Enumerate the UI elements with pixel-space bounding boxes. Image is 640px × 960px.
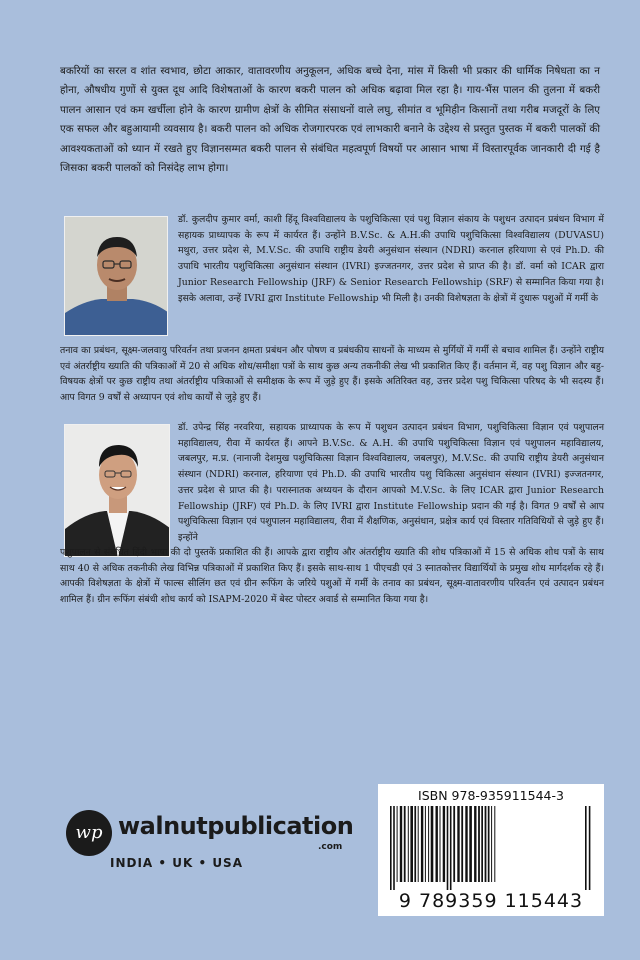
barcode-bar [474,806,476,882]
barcode-bar [585,806,587,890]
isbn-label: ISBN 978-935911544-3 [418,788,564,803]
barcode-bar [450,806,452,890]
barcode-bar [469,806,472,882]
author-portrait-1-icon [65,217,168,336]
author-1-bio-bottom: तनाव का प्रबंधन, सूक्ष्म-जलवायु परिवर्तन तथा प्रजनन क्षमता प्रबंधन और पोषण व प्रबंधकीय साधनों के माध्यम से मुर्गियों में गर्मी से बचाव शामिल हैं। उन्होंने राष्ट्रीय एवं अंतर्राष्ट्रीय ख्याति की पत्रिकाओं में 20 से अधिक शोध/समीक्षा पत्रों के साथ कुछ अन्य तकनीकी लेख भी प्रकाशित किए हैं। वर्तमान में, वह पशु विज्ञान और बहु-विषयक क्षेत्रों पर कुछ राष्ट्रीय तथा अंतर्राष्ट्रीय पत्रिकाओं से समीक्षक के रूप में जुड़े हुए हैं। इसके अतिरिक्त वह, उत्तर प्रदेश पशु चिकित्सा परिषद के भी सदस्य हैं। आप विगत 9 वर्षों से अध्यापन एवं शोध कार्यों से जुड़े हुए हैं। [60,345,604,404]
barcode-bar [408,806,409,882]
barcode-bar [393,806,395,890]
barcode-bar [390,806,392,890]
barcode-bar [428,806,429,882]
barcode-bar [481,806,483,882]
barcode-bar [404,806,406,882]
publisher-mark-icon: wp [66,810,112,856]
barcode-bars-icon [390,806,592,890]
barcode-bar [457,806,459,882]
barcode-bar [494,806,495,882]
barcode-bar [485,806,487,882]
barcode-bar [465,806,467,882]
barcode-bar [431,806,434,882]
barcode-bar [397,806,398,882]
barcode-bar [425,806,426,882]
barcode-bar [421,806,423,882]
barcode-bar [410,806,413,882]
barcode-bar [418,806,419,882]
barcode-bar [461,806,463,882]
publisher-regions: INDIA • UK • USA [110,856,243,870]
author-2-photo [64,424,170,557]
author-1-photo [64,216,168,336]
barcode-bar [453,806,455,882]
isbn-barcode [378,784,604,916]
author-2-bio-top: डॉ. उपेन्द्र सिंह नरवरिया, सहायक प्राध्यापक के रूप में पशुधन उत्पादन प्रबंधन विभाग, पशुचिकित्सा विज्ञान एवं पशुपालन महाविद्यालय, रीवा में कार्यरत हैं। आपने B.V.Sc. & A.H. की उपाधि पशुचिकित्सा विज्ञान एवं पशुपालन महाविद्यालय, जबलपुर, म.प्र. (नानाजी देशमुख पशुचिकित्सा विज्ञान विश्वविद्यालय, जबलपुर), M.V.Sc. की उपाधि राष्ट्रीय डेयरी अनुसंधान संस्थान (NDRI) करनाल, हरियाणा एवं Ph.D. की उपाधि भारतीय पशु चिकित्सा अनुसंधान संस्थान (IVRI) इज्जतनगर, उत्तर प्रदेश से प्राप्त की है। परास्नातक अध्ययन के दौरान आपको M.V.Sc. के लिए ICAR द्वारा Junior Research Fellowship (JRF) एवं Ph.D. के लिए IVRI द्वारा Institute Fellowship प्रदान की गई है। विगत 9 वर्षों से आप पशुचिकित्सा विज्ञान एवं पशुपालन महाविद्यालय, रीवा में शैक्षणिक, अनुसंधान, प्रक्षेत्र कार्य एवं विस्तार गतिविधियों से जुड़े हुए हैं। इन्होंने [178,422,604,543]
barcode-bar [447,806,449,890]
barcode-bar [443,806,445,882]
barcode-digits: 9 789359 115443 [398,890,584,912]
barcode-bar [488,806,490,882]
barcode-bar [491,806,492,882]
barcode-bar [589,806,591,890]
barcode-bar [440,806,441,882]
publisher-name: walnutpublication [118,812,354,840]
author-2-bio-bottom: पशुपालन से संबंधित हिंदी भाषा की दो पुस्तकें प्रकाशित की हैं। आपके द्वारा राष्ट्रीय और अंतर्राष्ट्रीय ख्याति की शोध पत्रिकाओं में 15 से अधिक शोध पत्रों के साथ साथ 40 से अधिक तकनीकी लेख विभिन्न पत्रिकाओं में प्रकाशित किए हैं। इसके साथ-साथ 1 पीएचडी एवं 3 स्नातकोत्तर विद्यार्थियों के प्रमुख शोध मार्गदर्शक रहे हैं। आपकी विशेषज्ञता के क्षेत्रों में फाल्स सीलिंग छत एवं ग्रीन रूफिंग के जरिये पशुओं में गर्मी के तनाव का प्रबंधन, सूक्ष्म-वातावरणीय परिवर्तन एवं उत्पादन प्रबंधन शामिल हैं। ग्रीन रूफिंग संबंधी शोध कार्य को ISAPM-2020 में बेस्ट पोस्टर अवार्ड से सम्मानित किया गया है। [60,547,604,606]
barcode-bar [400,806,402,882]
author-1-bio-top: डॉ. कुलदीप कुमार वर्मा, काशी हिंदू विश्वविद्यालय के पशुचिकित्सा एवं पशु विज्ञान संकाय के पशुधन उत्पादन प्रबंधन विभाग में सहायक प्राध्यापक के रूप में कार्यरत हैं। उन्होंने B.V.Sc. & A.H.की उपाधि पशुचिकित्सा विश्वविद्यालय (DUVASU) मथुरा, उत्तर प्रदेश से, M.V.Sc. की उपाधि राष्ट्रीय डेयरी अनुसंधान संस्थान (NDRI) करनाल हरियाणा से एवं Ph.D. की उपाधि भारतीय पशुचिकित्सा अनुसंधान संस्थान (IVRI) इज्जतनगर, उत्तर प्रदेश से प्राप्त की है। डॉ. वर्मा को ICAR द्वारा Junior Research Fellowship (JRF) & Senior Research Fellowship (SRF) से सम्मानित किया गया है। इसके अलावा, उन्हें IVRI द्वारा Institute Fellowship भी मिली है। उनकी विशेषज्ञता के क्षेत्रों में दुधारू पशुओं में गर्मी के [178,214,604,304]
barcode-bar [414,806,416,882]
intro-paragraph: बकरियों का सरल व शांत स्वभाव, छोटा आकार, वातावरणीय अनुकूलन, अधिक बच्चे देना, मांस में किसी भी प्रकार की धार्मिक निषेधता का न होना, औषधीय गुणों से युक्त दूध आदि विशेषताओं के कारण बकरी पालन को अधिक बढ़ावा मिल रहा है। गाय-भैंस पालन की तुलना में बकरी पालन आसान एवं कम खर्चीला होने के कारण ग्रामीण क्षेत्रों के सीमित संसाधनों वाले लघु, सीमांत व भूमिहीन किसानों तथा गरीब मजदूरों के लिए एक सफल और बहुआयामी व्यवसाय है। बकरी पालन को अधिक रोजगारपरक एवं लाभकारी बनाने के उद्देश्य से प्रस्तुत पुस्तक में बकरी पालकों की आवश्यकताओं को ध्यान में रखते हुए विज्ञानसम्मत बकरी पालन से संबंधित महत्वपूर्ण विषयों पर आसान भाषा में विस्तारपूर्वक जानकारी दी गई है जिसका बकरी पालकों को निसंदेह लाभ होगा। [60,65,600,175]
barcode-bar [478,806,480,882]
publisher-domain: .com [318,842,343,852]
author-portrait-2-icon [65,425,170,557]
barcode-bar [436,806,438,882]
